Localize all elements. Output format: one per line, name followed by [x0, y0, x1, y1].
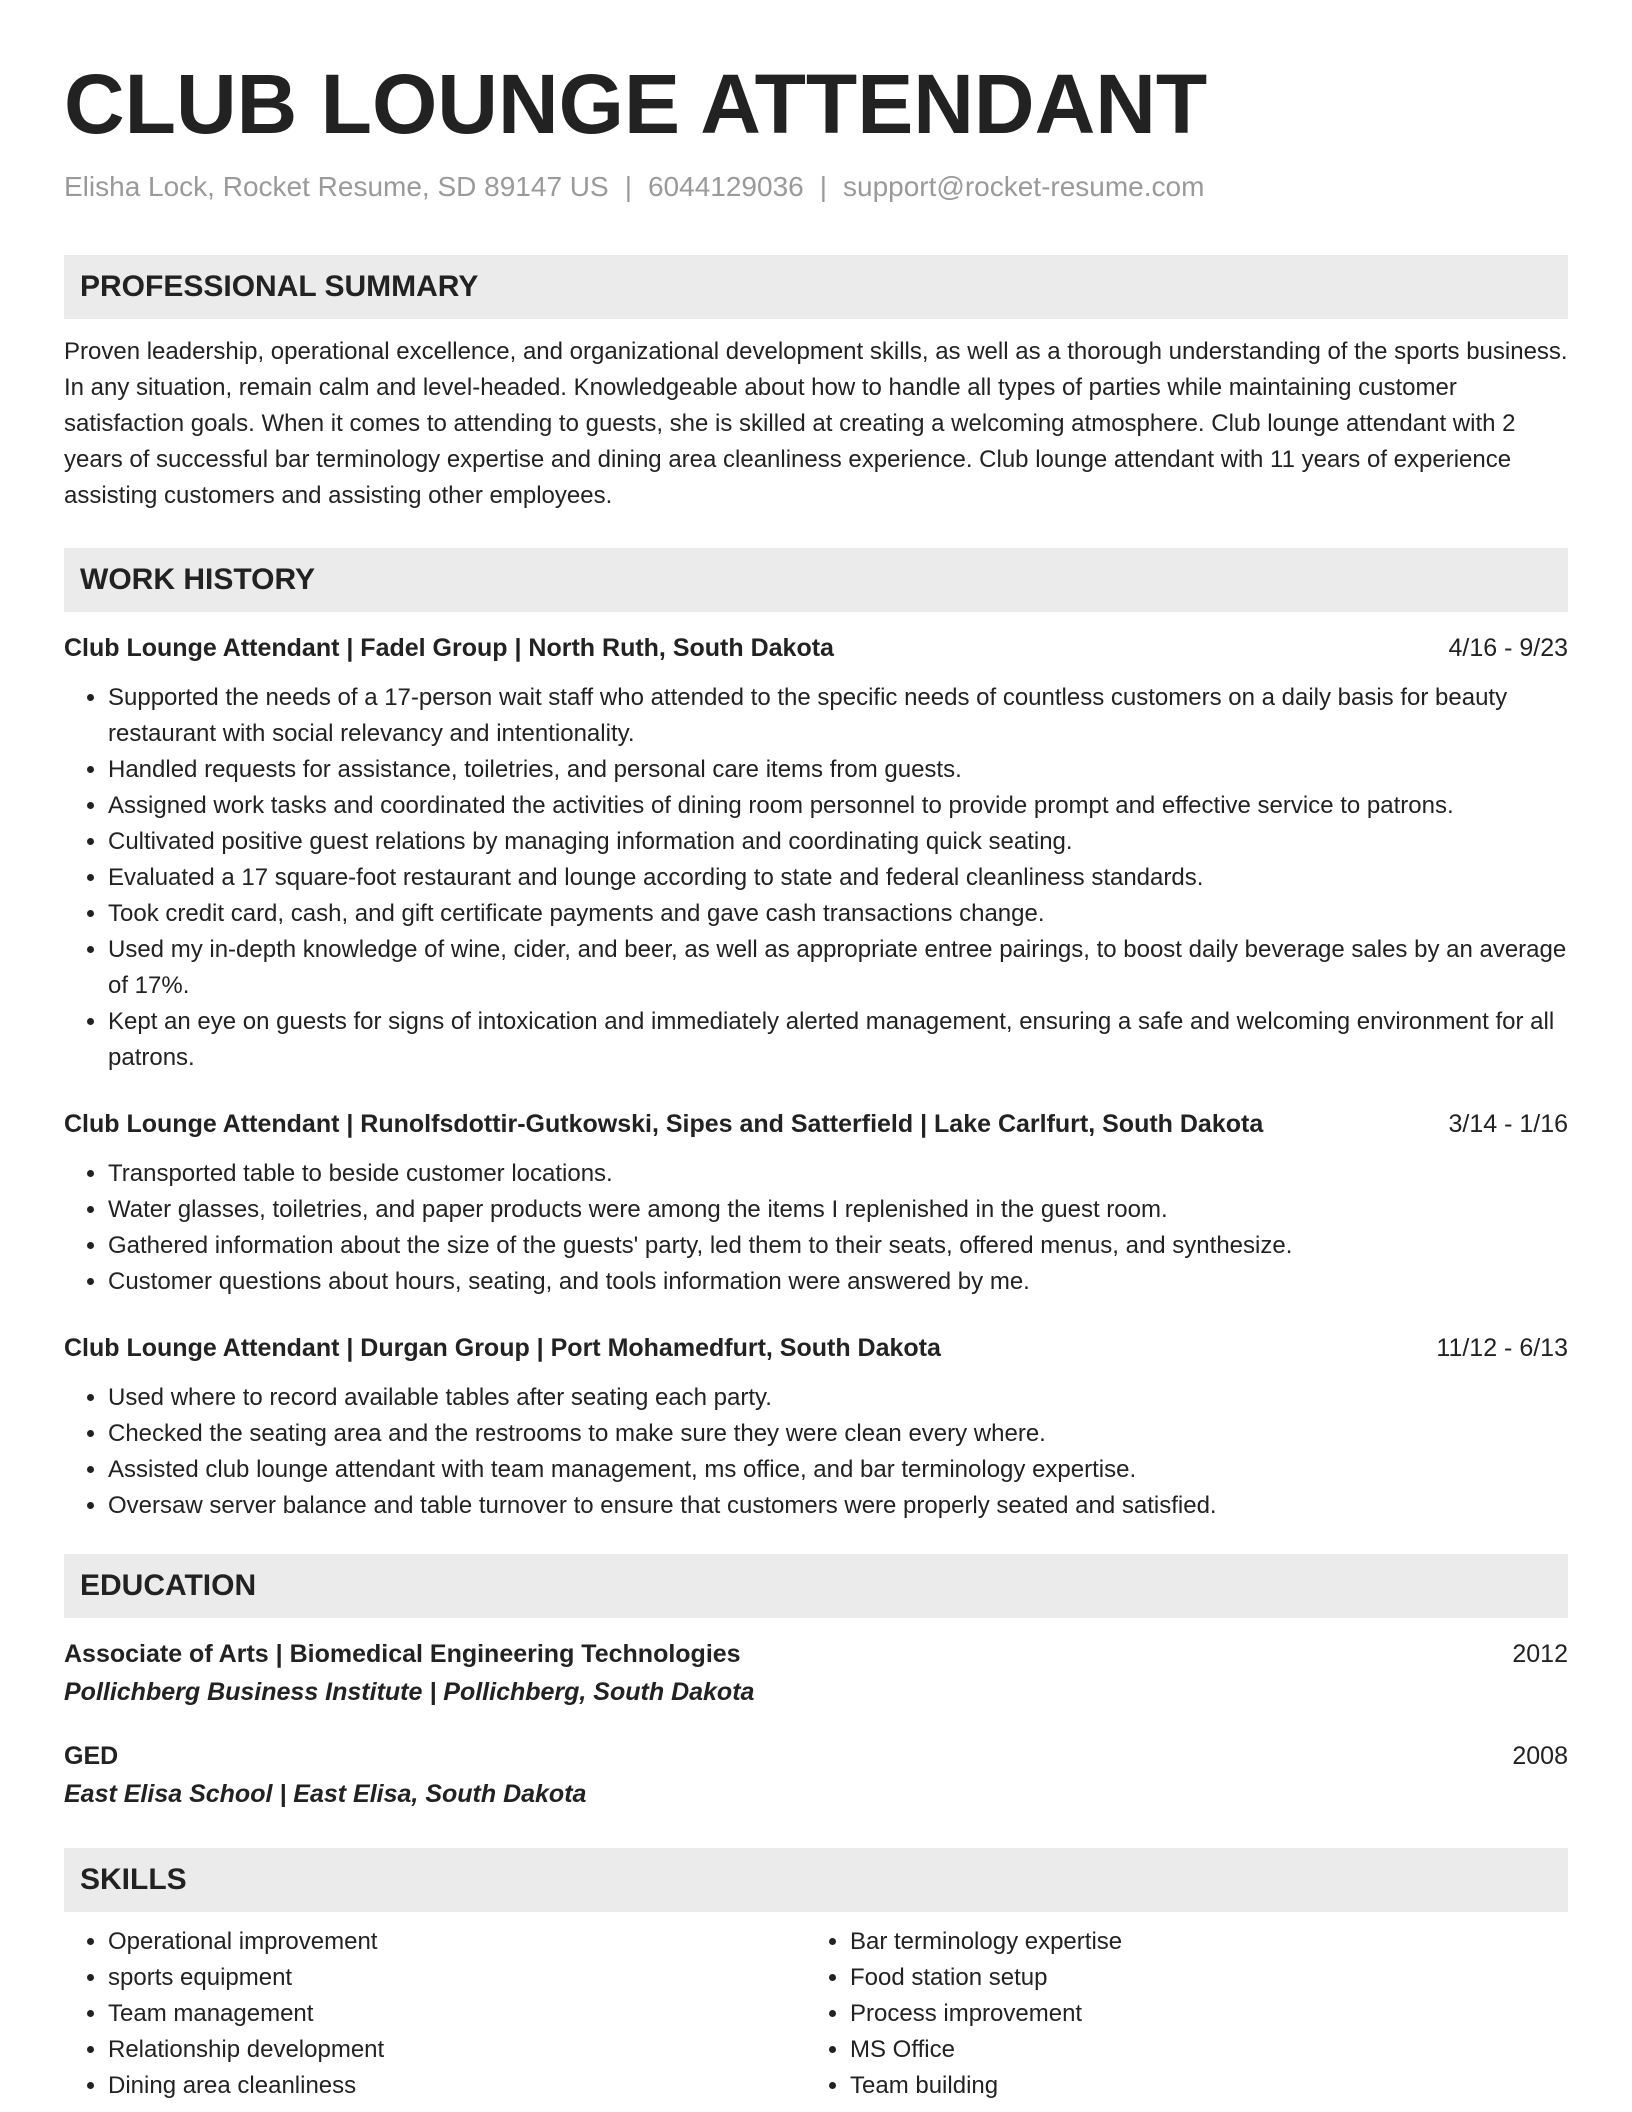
education-entry — [64, 1636, 1568, 1712]
job-bullet: • Gathered information about the size of the guests' party, led them to their seats, offered menus, and synthesize. — [108, 1228, 1568, 1264]
education-degree: GED — [64, 1742, 119, 1770]
job-entry — [64, 1330, 1568, 1524]
skill-item: • Bar terminology expertise — [850, 1924, 1548, 1960]
job-bullet: • Oversaw server balance and table turnover to ensure that customers were properly seated and satisfied. — [108, 1488, 1568, 1524]
job-bullet: • Transported table to beside customer locations. — [108, 1156, 1568, 1192]
skill-item: • Operational improvement — [108, 1924, 806, 1960]
education-row — [64, 1636, 1568, 1672]
skill-item: • Food station setup — [850, 1960, 1548, 1996]
job-bullets — [64, 680, 1568, 1076]
section-header-skills: SKILLS — [64, 1848, 1568, 1912]
contact-address: Elisha Lock, Rocket Resume, SD 89147 US — [64, 171, 609, 202]
job-bullet: • Used my in-depth knowledge of wine, cider, and beer, as well as appropriate entree pairings, to boost daily beverage sales by an average of 17%. — [108, 932, 1568, 1004]
job-heading-row — [64, 1330, 1568, 1366]
job-bullet: • Took credit card, cash, and gift certificate payments and gave cash transactions change. — [108, 896, 1568, 932]
job-bullet: • Customer questions about hours, seating, and tools information were answered by me. — [108, 1264, 1568, 1300]
section-header-work-history: WORK HISTORY — [64, 548, 1568, 612]
education-degree: Associate of Arts | Biomedical Engineering Technologies — [64, 1640, 741, 1668]
job-heading-row — [64, 1106, 1568, 1142]
skills-column-left — [64, 1924, 806, 2104]
contact-separator: | — [819, 171, 827, 202]
skill-item: • Team management — [108, 1996, 806, 2032]
job-bullet: • Evaluated a 17 square-foot restaurant and lounge according to state and federal cleanliness standards. — [108, 860, 1568, 896]
job-bullets — [64, 1156, 1568, 1300]
job-heading: Club Lounge Attendant | Durgan Group | Port Mohamedfurt, South Dakota — [64, 1334, 941, 1362]
section-header-education: EDUCATION — [64, 1554, 1568, 1618]
job-bullet: • Handled requests for assistance, toiletries, and personal care items from guests. — [108, 752, 1568, 788]
skill-item: • Process improvement — [850, 1996, 1548, 2032]
education-row — [64, 1738, 1568, 1774]
job-bullets — [64, 1380, 1568, 1524]
contact-email: support@rocket-resume.com — [843, 171, 1205, 202]
contact-separator: | — [624, 171, 632, 202]
contact-phone: 6044129036 — [647, 171, 804, 202]
job-bullet: • Supported the needs of a 17-person wait staff who attended to the specific needs of countless customers on a daily basis for beauty restaurant with social relevancy and intentionality. — [108, 680, 1568, 752]
job-heading: Club Lounge Attendant | Runolfsdottir-Gutkowski, Sipes and Satterfield | Lake Carlfurt, South Dakota — [64, 1110, 1264, 1138]
job-bullet: • Used where to record available tables after seating each party. — [108, 1380, 1568, 1416]
job-bullet: • Kept an eye on guests for signs of intoxication and immediately alerted management, ensuring a safe and welcoming environment for all patrons. — [108, 1004, 1568, 1076]
skill-item: • sports equipment — [108, 1960, 806, 1996]
skill-item: • Dining area cleanliness — [108, 2068, 806, 2104]
job-dates: 11/12 - 6/13 — [1436, 1334, 1568, 1362]
job-heading: Club Lounge Attendant | Fadel Group | North Ruth, South Dakota — [64, 634, 834, 662]
job-bullet: • Water glasses, toiletries, and paper products were among the items I replenished in the guest room. — [108, 1192, 1568, 1228]
job-dates: 3/14 - 1/16 — [1448, 1110, 1568, 1138]
education-school: Pollichberg Business Institute | Pollichberg, South Dakota — [64, 1678, 755, 1706]
job-bullet: • Cultivated positive guest relations by managing information and coordinating quick seating. — [108, 824, 1568, 860]
job-entry — [64, 630, 1568, 1076]
job-heading-row — [64, 630, 1568, 666]
job-entry — [64, 1106, 1568, 1300]
education-school: East Elisa School | East Elisa, South Dakota — [64, 1780, 587, 1808]
education-year: 2012 — [1512, 1640, 1568, 1668]
contact-line — [64, 170, 1568, 204]
skill-item: • Relationship development — [108, 2032, 806, 2068]
skill-item: • MS Office — [850, 2032, 1548, 2068]
education-entry — [64, 1738, 1568, 1814]
skills-list — [64, 1924, 1568, 2104]
skills-column-right — [806, 1924, 1548, 2104]
section-header-summary: PROFESSIONAL SUMMARY — [64, 255, 1568, 319]
skill-item: • Team building — [850, 2068, 1548, 2104]
job-dates: 4/16 - 9/23 — [1448, 634, 1568, 662]
job-bullet: • Checked the seating area and the restrooms to make sure they were clean every where. — [108, 1416, 1568, 1452]
resume-name-title: CLUB LOUNGE ATTENDANT — [64, 57, 1208, 151]
education-year: 2008 — [1512, 1742, 1568, 1770]
job-bullet: • Assisted club lounge attendant with team management, ms office, and bar terminology expertise. — [108, 1452, 1568, 1488]
job-bullet: • Assigned work tasks and coordinated the activities of dining room personnel to provide prompt and effective service to patrons. — [108, 788, 1568, 824]
summary-text: Proven leadership, operational excellence, and organizational development skills, as well as a thorough understanding of the sports business. In any situation, remain calm and level-headed. Knowledgeable about how to handle all types of parties while maintaining customer satisfaction goals. When it comes to attending to guests, she is skilled at creating a welcoming atmosphere. Club lounge attendant with 2 years of successful bar terminology expertise and dining area cleanliness experience. Club lounge attendant with 11 years of experience assisting customers and assisting other employees. — [64, 338, 1568, 509]
